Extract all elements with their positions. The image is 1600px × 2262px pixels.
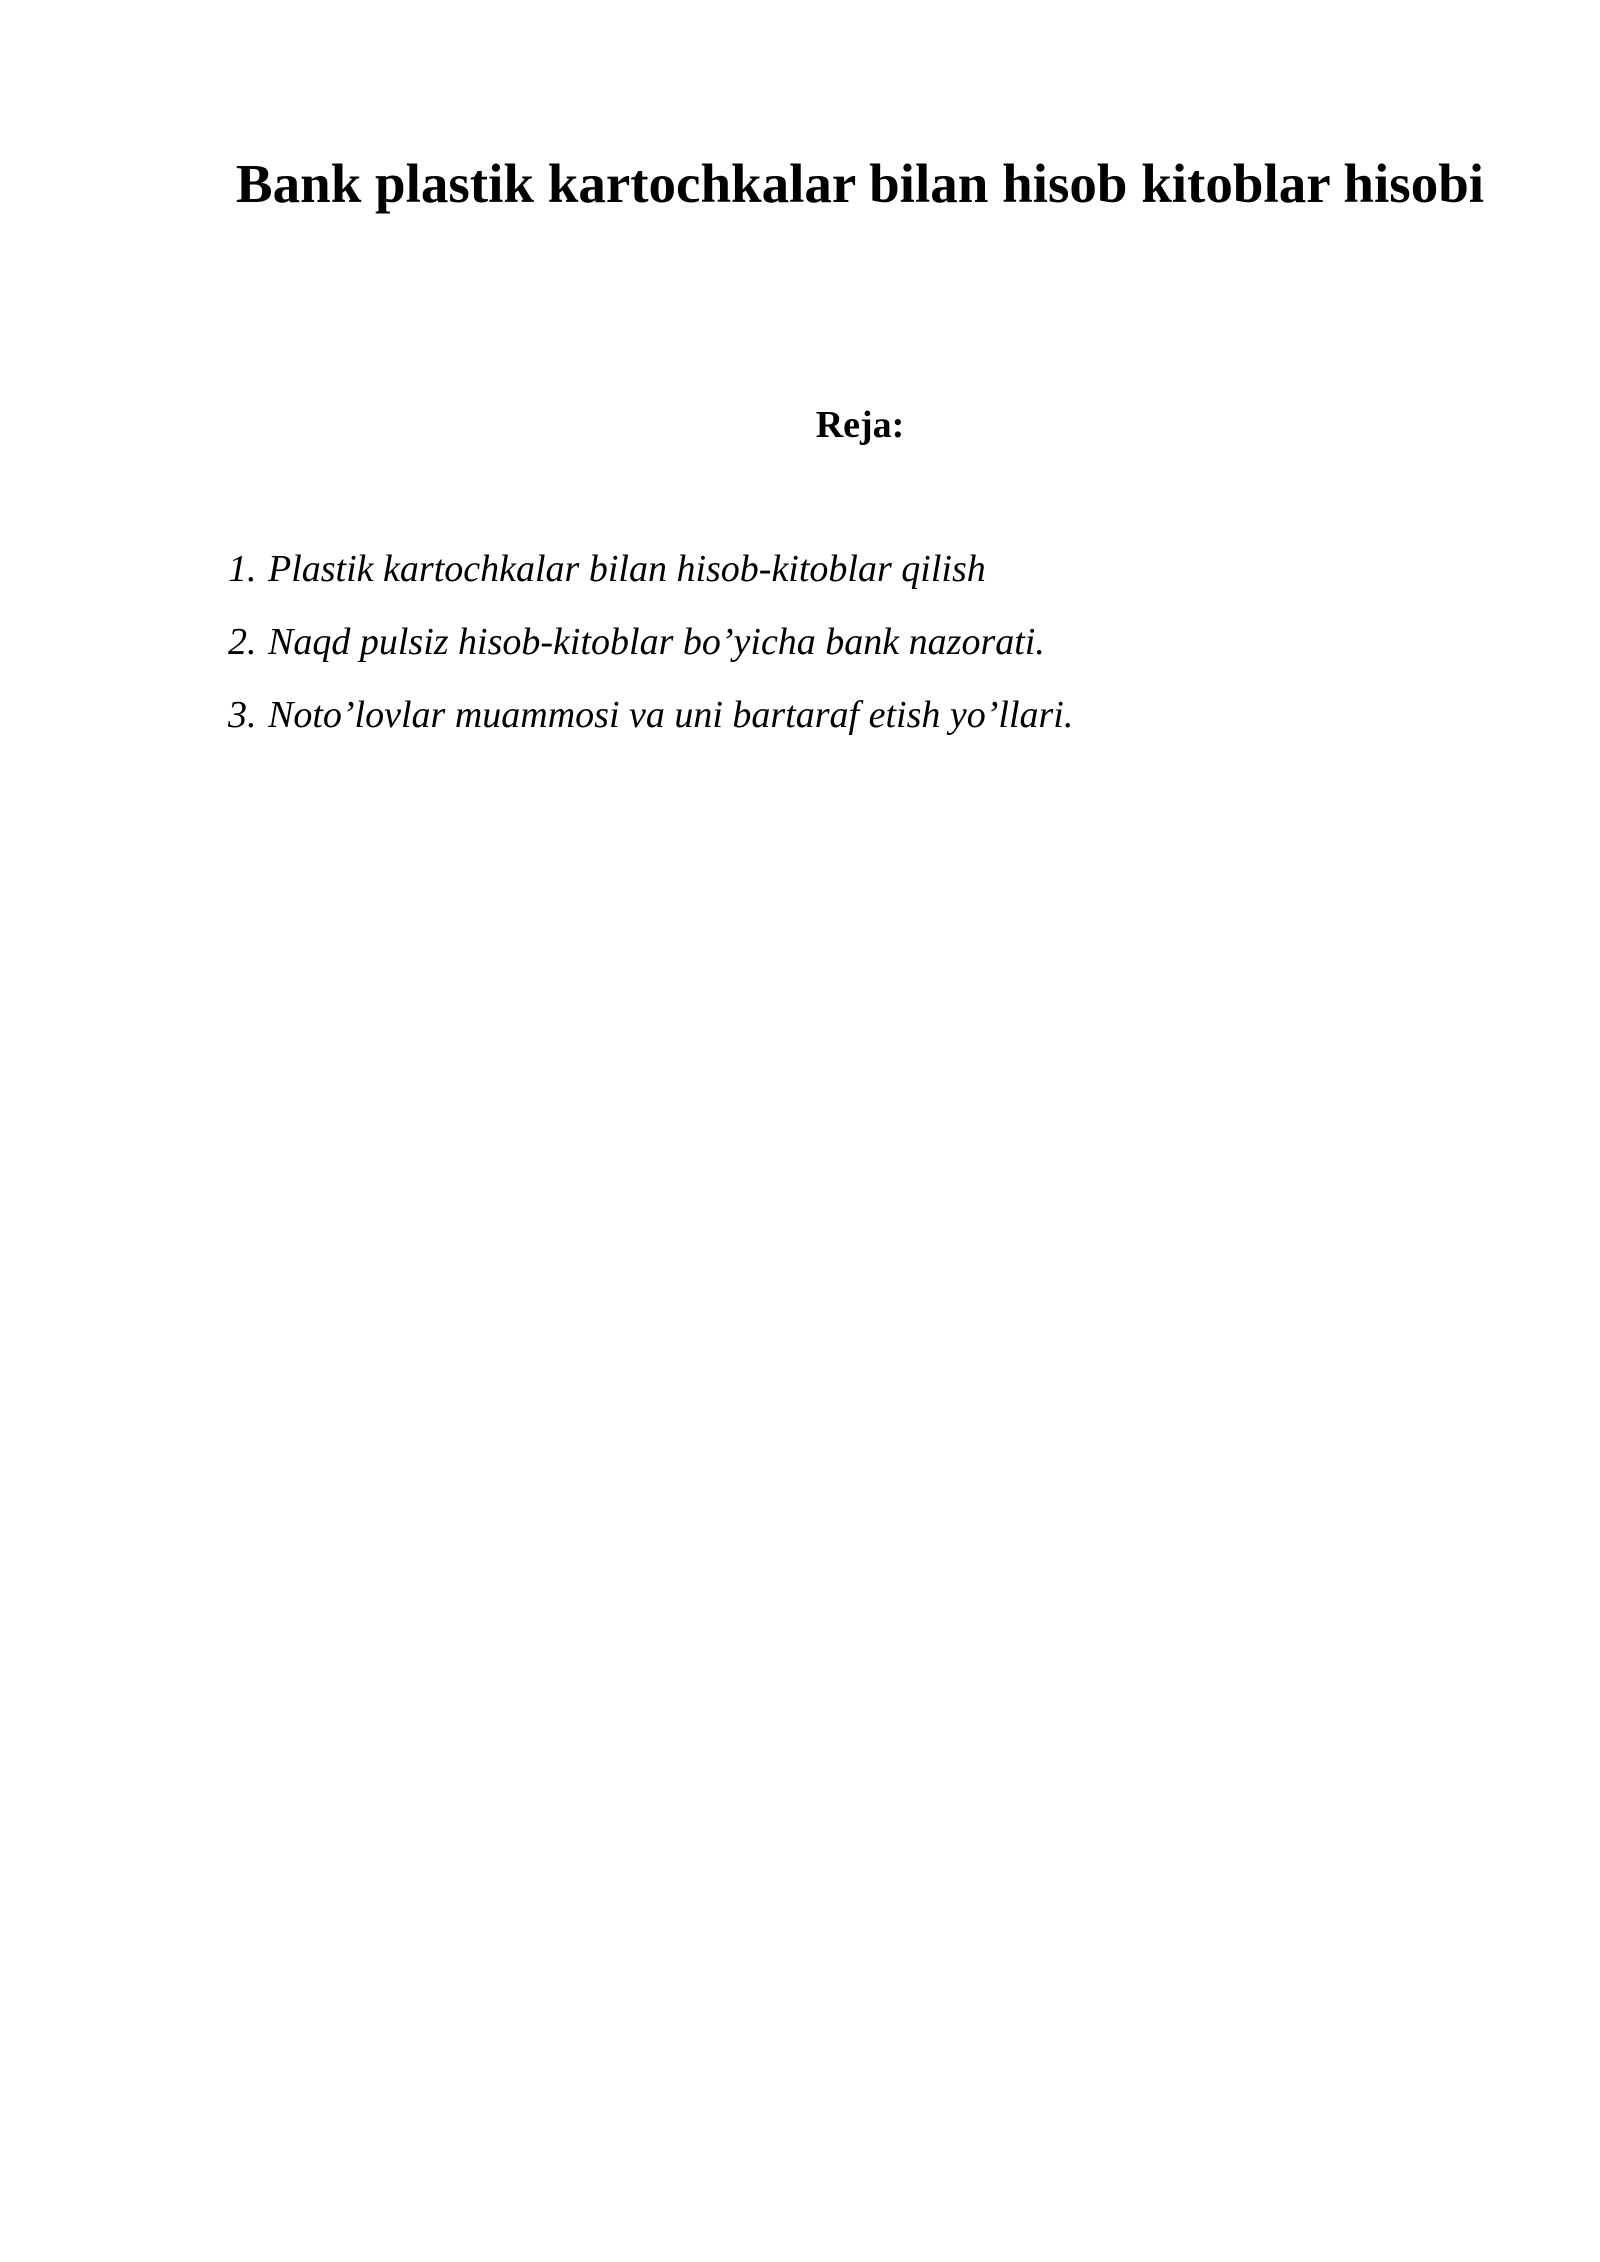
plan-heading: Reja: — [815, 404, 905, 446]
plan-item-text: Plastik kartochkalar bilan hisob-kitoblar qilish — [268, 548, 986, 590]
plan-item-1 — [228, 544, 1468, 617]
document-title: Bank plastik kartochkalar bilan hisob kitoblar hisobi — [235, 153, 1485, 214]
plan-list — [228, 544, 1468, 763]
plan-item-text: Noto’lovlar muammosi va uni bartaraf etish yo’llari. — [268, 694, 1074, 736]
plan-item-number: 1. — [228, 548, 257, 590]
plan-item-2 — [228, 617, 1468, 690]
plan-item-number: 2. — [228, 621, 257, 663]
plan-item-3 — [228, 690, 1468, 763]
plan-item-number: 3. — [228, 694, 257, 736]
plan-item-text: Naqd pulsiz hisob-kitoblar bo’yicha bank nazorati. — [268, 621, 1045, 663]
